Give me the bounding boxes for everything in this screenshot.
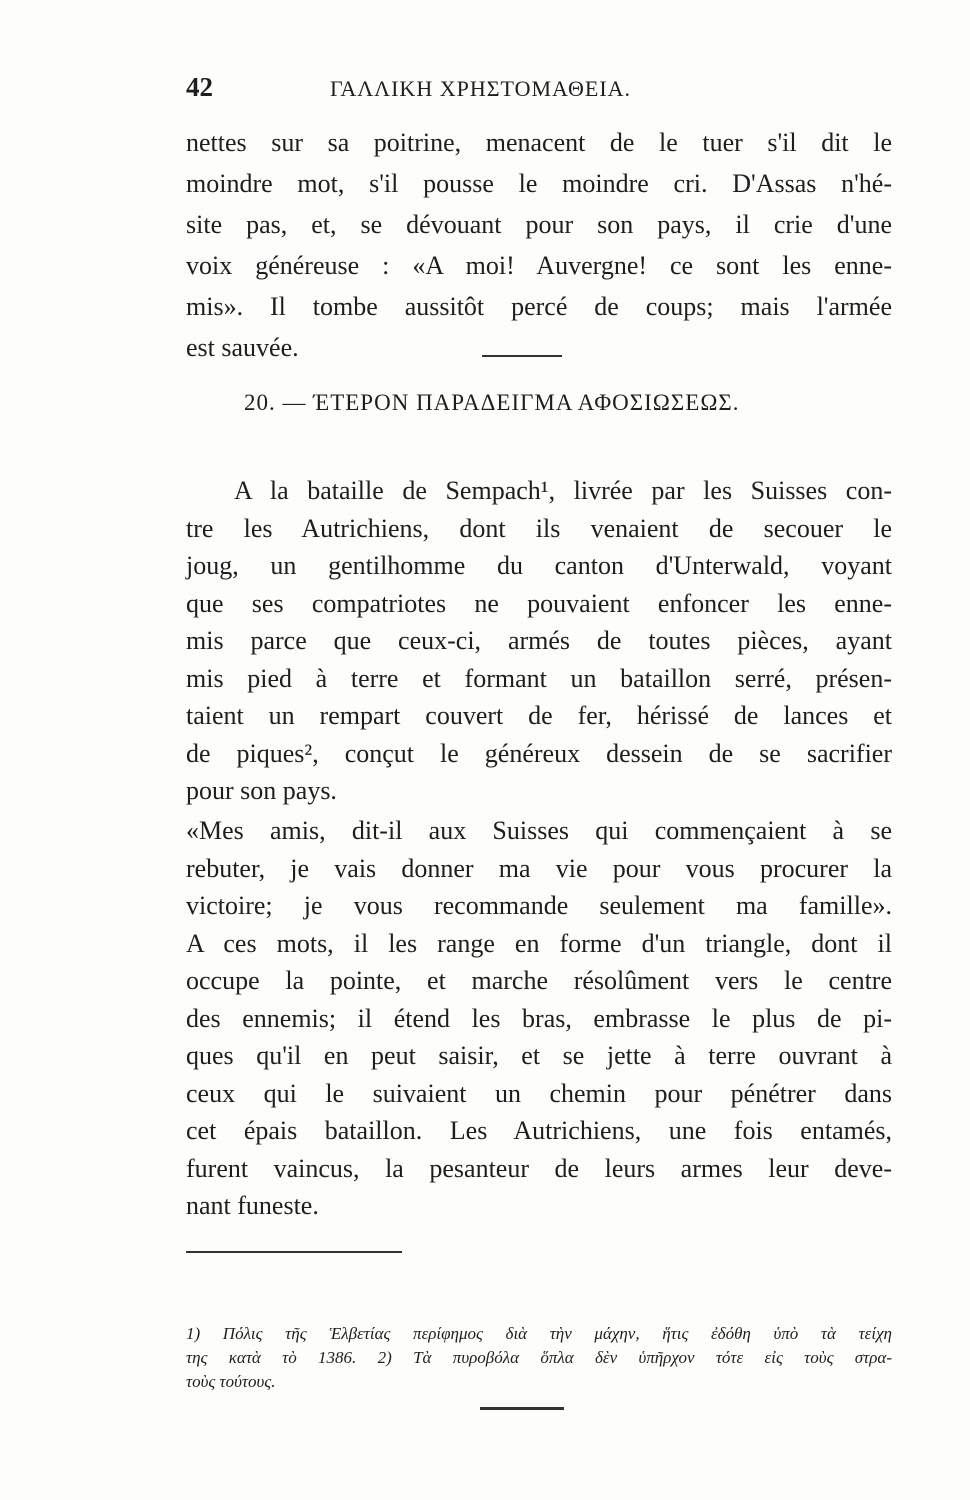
footnote-line: της κατὰ τὸ 1386. 2) Τὰ πυροβόλα ὅπλα δὲν ὑπῆρχον τότε εἰς τοὺς στρα- [186, 1348, 892, 1367]
text-line: joug, un gentilhomme du canton d'Unterwald, voyant [186, 551, 892, 580]
text-line: rebuter, je vais donner ma vie pour vous procurer la [186, 853, 892, 883]
text-line: nettes sur sa poitrine, menacent de le tuer s'il dit le [186, 128, 892, 157]
text-line: occupe la pointe, et marche résolûment vers le centre [186, 966, 892, 995]
paragraph-3 [186, 812, 892, 1225]
paragraph-2 [186, 472, 892, 810]
text-line: moindre mot, s'il pousse le moindre cri. D'Assas n'hé- [186, 169, 892, 198]
text-line: tre les Autrichiens, dont ils venaient de secouer le [186, 513, 892, 543]
text-line: ques qu'il en peut saisir, et se jette à terre ouvrant à [186, 1041, 892, 1070]
text-line: A ces mots, il les range en forme d'un triangle, dont il [186, 928, 892, 958]
text-line: pour son pays. [186, 776, 337, 805]
footnotes [186, 1322, 892, 1394]
text-line: furent vaincus, la pesanteur de leurs armes leur deve- [186, 1153, 892, 1183]
text-line: de piques², conçut le généreux dessein de se sacrifier [186, 738, 892, 768]
section-heading: 20. — ΈΤΕΡΟΝ ΠΑΡΑΔΕΙΓΜΑ ΑΦΟΣΙΩΣΕΩΣ. [244, 390, 740, 415]
footnote-divider [186, 1251, 402, 1253]
text-line: site pas, et, se dévouant pour son pays, il crie d'une [186, 210, 892, 239]
end-rule [480, 1407, 564, 1410]
text-line: taient un rempart couvert de fer, hérissé de lances et [186, 701, 892, 730]
footnote-line: τοὺς τούτους. [186, 1372, 276, 1391]
text-line: ceux qui le suivaient un chemin pour pénétrer dans [186, 1078, 892, 1108]
text-line: «Mes amis, dit-il aux Suisses qui commençaient à se [186, 816, 892, 845]
text-line: que ses compatriotes ne pouvaient enfoncer les enne- [186, 588, 892, 618]
text-line: mis». Il tombe aussitôt percé de coups; mais l'armée [186, 292, 892, 321]
paragraph-1 [186, 122, 892, 368]
text-line: des ennemis; il étend les bras, embrasse le plus de pi- [186, 1003, 892, 1033]
text-line: cet épais bataillon. Les Autrichiens, une fois entamés, [186, 1116, 892, 1145]
text-line: mis pied à terre et formant un bataillon serré, présen- [186, 663, 892, 693]
text-line: voix généreuse : «A moi! Auvergne! ce sont les enne- [186, 251, 892, 280]
footnote-line: 1) Πόλις τῆς Ἑλβετίας περίφημος διὰ τὴν μάχην, ἥτις ἐδόθη ὑπὸ τὰ τείχη [186, 1324, 892, 1343]
page-number: 42 [186, 72, 213, 102]
text-line: nant funeste. [186, 1191, 319, 1220]
text-line: A la bataille de Sempach¹, livrée par les Suisses con- [234, 476, 892, 505]
section-divider [482, 355, 562, 357]
text-line: est sauvée. [186, 333, 299, 362]
text-line: mis parce que ceux-ci, armés de toutes pièces, ayant [186, 626, 892, 655]
text-line: victoire; je vous recommande seulement ma famille». [186, 891, 892, 920]
running-title: ΓΑΛΛΙΚΗ ΧΡΗΣΤΟΜΑΘΕΙΑ. [330, 76, 632, 101]
